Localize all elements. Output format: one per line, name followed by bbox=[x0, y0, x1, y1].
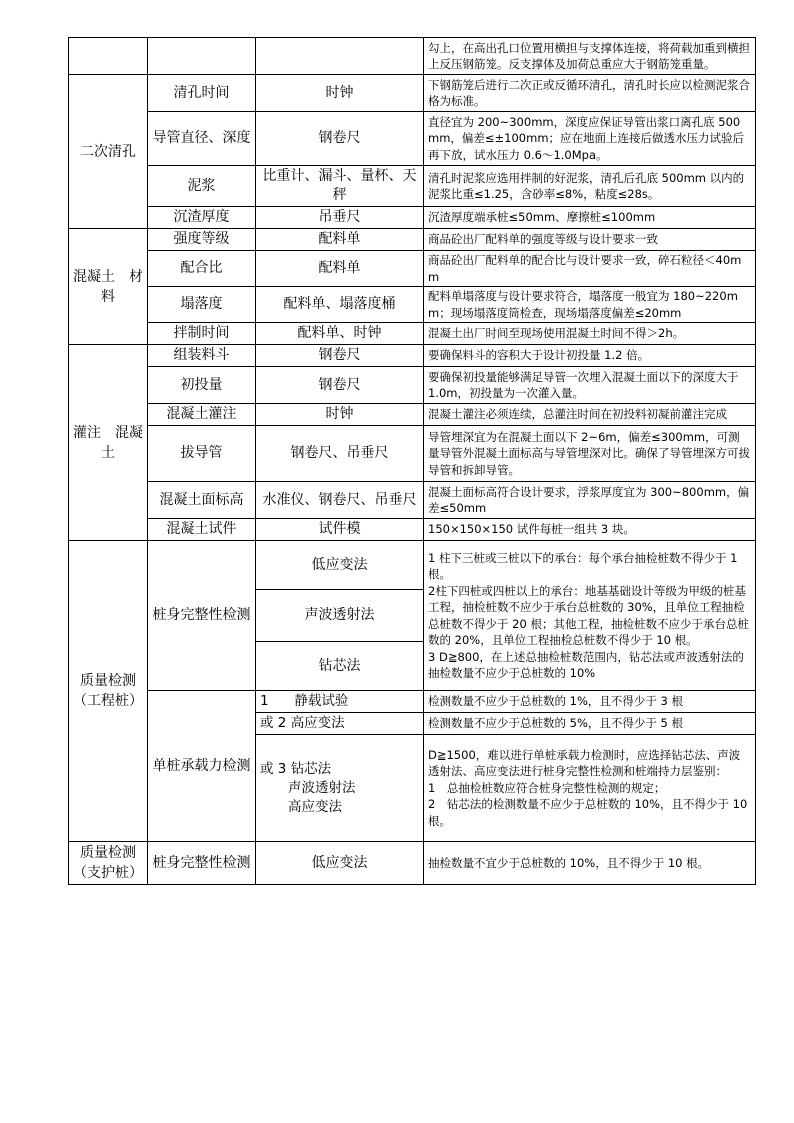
table-row bbox=[69, 367, 756, 404]
item-cell: 泥浆 bbox=[148, 166, 256, 207]
item-cell: 清孔时间 bbox=[148, 75, 256, 112]
group-cell: 灌注 混凝土 bbox=[69, 345, 148, 541]
method-line bbox=[260, 760, 419, 779]
method-prefix: 1 bbox=[260, 693, 269, 709]
table-row bbox=[69, 842, 756, 885]
item-cell: 初投量 bbox=[148, 367, 256, 404]
desc-line: D≧1500，难以进行单桩承载力检测时，应选择钻芯法、声波透射法、高应变法进行桩身完整性检测和桩端持力层鉴别： bbox=[428, 747, 741, 779]
tool-cell: 钢卷尺 bbox=[256, 112, 424, 166]
desc-line: 3 D≧800，在上述总抽检桩数范围内，钻芯法或声波透射法的抽检数量不应少于总桩数的 10% bbox=[428, 649, 744, 680]
item-cell: 单桩承载力检测 bbox=[148, 691, 256, 842]
method-prefix: 或 3 bbox=[260, 760, 287, 777]
method-name: 高应变法 bbox=[290, 715, 345, 731]
desc-line: 2 钻芯法的检测数量不应少于总桩数的 10%，且不得少于 10 根。 bbox=[428, 797, 748, 828]
desc-line: 2柱下四桩或四桩以上的承台：地基基础设计等级为甲级的桩基工程，抽检桩数不应少于承台总桩数的 30%，且单位工程抽检总桩数不得少于 20 根；其他工程，抽检桩数不应少于承台总桩数的 20%，且单位工程抽检总桩数不得少于 10 根。 bbox=[428, 583, 749, 647]
desc-cell: 混凝土出厂时间至现场使用混凝土时间不得＞2h。 bbox=[424, 323, 756, 345]
table-row bbox=[69, 207, 756, 229]
table-row bbox=[69, 323, 756, 345]
desc-cell: 下钢筋笼后进行二次正或反循环清孔，清孔时长应以检测泥浆合格为标准。 bbox=[424, 75, 756, 112]
method-cell: 钻芯法 bbox=[256, 642, 424, 691]
table-row bbox=[69, 426, 756, 482]
item-cell: 强度等级 bbox=[148, 229, 256, 251]
tool-cell: 配料单 bbox=[256, 229, 424, 251]
desc-cell: 混凝土灌注必须连续，总灌注时间在初投料初凝前灌注完成 bbox=[424, 404, 756, 426]
tool-cell: 钢卷尺 bbox=[256, 367, 424, 404]
desc-cell: 检测数量不应少于总桩数的 5%，且不得少于 5 根 bbox=[424, 713, 756, 735]
item-cell: 拌制时间 bbox=[148, 323, 256, 345]
item-cell: 桩身完整性检测 bbox=[148, 541, 256, 691]
desc-cell: 要确保初投量能够满足导管一次埋入混凝土面以下的深度大于 1.0m，初投量为一次灌入量。 bbox=[424, 367, 756, 404]
table-row bbox=[69, 541, 756, 590]
desc-cell: 沉渣厚度端承桩≤50mm、摩擦桩≤100mm bbox=[424, 207, 756, 229]
inspection-table bbox=[68, 37, 756, 885]
item-cell: 组装料斗 bbox=[148, 345, 256, 367]
item-cell: 拔导管 bbox=[148, 426, 256, 482]
group-cell: 质量检测（支护桩） bbox=[69, 842, 148, 885]
table-row bbox=[69, 482, 756, 519]
desc-line: 1 总抽检桩数应符合桩身完整性检测的规定； bbox=[428, 780, 666, 795]
tool-cell: 配料单、时钟 bbox=[256, 323, 424, 345]
item-cell: 桩身完整性检测 bbox=[148, 842, 256, 885]
item-cell bbox=[148, 38, 256, 75]
method-cell: 低应变法 bbox=[256, 842, 424, 885]
group-cell: 质量检测（工程桩） bbox=[69, 541, 148, 842]
desc-cell: 要确保料斗的容积大于设计初投量 1.2 倍。 bbox=[424, 345, 756, 367]
table-row bbox=[69, 229, 756, 251]
table-row bbox=[69, 38, 756, 75]
method-cell bbox=[256, 691, 424, 713]
desc-line: 1 柱下三桩或三桩以下的承台：每个承台抽检桩数不得少于 1 根。 bbox=[428, 550, 738, 581]
item-cell: 配合比 bbox=[148, 251, 256, 287]
table-row bbox=[69, 287, 756, 323]
table-row bbox=[69, 75, 756, 112]
table-row bbox=[69, 519, 756, 541]
item-cell: 导管直径、深度 bbox=[148, 112, 256, 166]
item-cell: 混凝土试件 bbox=[148, 519, 256, 541]
tool-cell: 水准仪、钢卷尺、吊垂尺 bbox=[256, 482, 424, 519]
desc-cell: 商品砼出厂配料单的配合比与设计要求一致，碎石粒径＜40mm bbox=[424, 251, 756, 287]
tool-cell: 时钟 bbox=[256, 404, 424, 426]
tool-cell: 试件模 bbox=[256, 519, 424, 541]
group-cell: 二次清孔 bbox=[69, 75, 148, 229]
method-name: 高应变法 bbox=[288, 798, 342, 815]
desc-cell: 商品砼出厂配料单的强度等级与设计要求一致 bbox=[424, 229, 756, 251]
tool-cell: 时钟 bbox=[256, 75, 424, 112]
item-cell: 塌落度 bbox=[148, 287, 256, 323]
method-name: 声波透射法 bbox=[288, 779, 356, 796]
desc-cell: 直径宜为 200~300mm，深度应保证导管出浆口离孔底 500mm，偏差≤±100mm；应在地面上连接后做透水压力试验后再下放，试水压力 0.6～1.0Mpa。 bbox=[424, 112, 756, 166]
tool-cell: 配料单、塌落度桶 bbox=[256, 287, 424, 323]
desc-cell: 检测数量不应少于总桩数的 1%，且不得少于 3 根 bbox=[424, 691, 756, 713]
method-name: 静载试验 bbox=[294, 693, 349, 709]
table-row bbox=[69, 345, 756, 367]
desc-cell: 混凝土面标高符合设计要求，浮浆厚度宜为 300~800mm，偏差≤50mm bbox=[424, 482, 756, 519]
table-row bbox=[69, 691, 756, 713]
tool-cell: 钢卷尺 bbox=[256, 345, 424, 367]
desc-cell: 抽检数量不宜少于总桩数的 10%，且不得少于 10 根。 bbox=[424, 842, 756, 885]
table-row bbox=[69, 251, 756, 287]
method-cell bbox=[256, 735, 424, 842]
desc-cell: 150×150×150 试件每桩一组共 3 块。 bbox=[424, 519, 756, 541]
desc-cell bbox=[424, 735, 756, 842]
tool-cell: 吊垂尺 bbox=[256, 207, 424, 229]
group-cell: 混凝土 材料 bbox=[69, 229, 148, 345]
item-cell: 沉渣厚度 bbox=[148, 207, 256, 229]
tool-cell: 钢卷尺、吊垂尺 bbox=[256, 426, 424, 482]
item-cell: 混凝土面标高 bbox=[148, 482, 256, 519]
table-row bbox=[69, 112, 756, 166]
item-cell: 混凝土灌注 bbox=[148, 404, 256, 426]
desc-cell bbox=[424, 541, 756, 691]
group-cell bbox=[69, 38, 148, 75]
method-cell: 低应变法 bbox=[256, 541, 424, 590]
method-name: 钻芯法 bbox=[290, 760, 332, 777]
desc-cell: 导管埋深宜为在混凝土面以下 2~6m，偏差≤300mm，可测量导管外混凝土面标高与导管埋深对比。确保了导管埋深方可拔导管和拆卸导管。 bbox=[424, 426, 756, 482]
table-row bbox=[69, 166, 756, 207]
desc-cell: 清孔时泥浆应选用拌制的好泥浆，清孔后孔底 500mm 以内的泥浆比重≤1.25，含砂率≤8%，粘度≤28s。 bbox=[424, 166, 756, 207]
tool-cell: 配料单 bbox=[256, 251, 424, 287]
tool-cell bbox=[256, 38, 424, 75]
desc-cell: 配料单塌落度与设计要求符合，塌落度一般宜为 180~220mm；现场塌落度筒检查，现场塌落度偏差≤20mm bbox=[424, 287, 756, 323]
desc-cell: 勾上，在高出孔口位置用横担与支撑体连接，将荷载加重到横担上反压钢筋笼。反支撑体及加荷总重应大于钢筋笼重量。 bbox=[424, 38, 756, 75]
table-row bbox=[69, 404, 756, 426]
method-cell: 声波透射法 bbox=[256, 590, 424, 642]
tool-cell: 比重计、漏斗、量杯、天秤 bbox=[256, 166, 424, 207]
method-cell bbox=[256, 713, 424, 735]
method-prefix: 或 2 bbox=[260, 715, 287, 731]
